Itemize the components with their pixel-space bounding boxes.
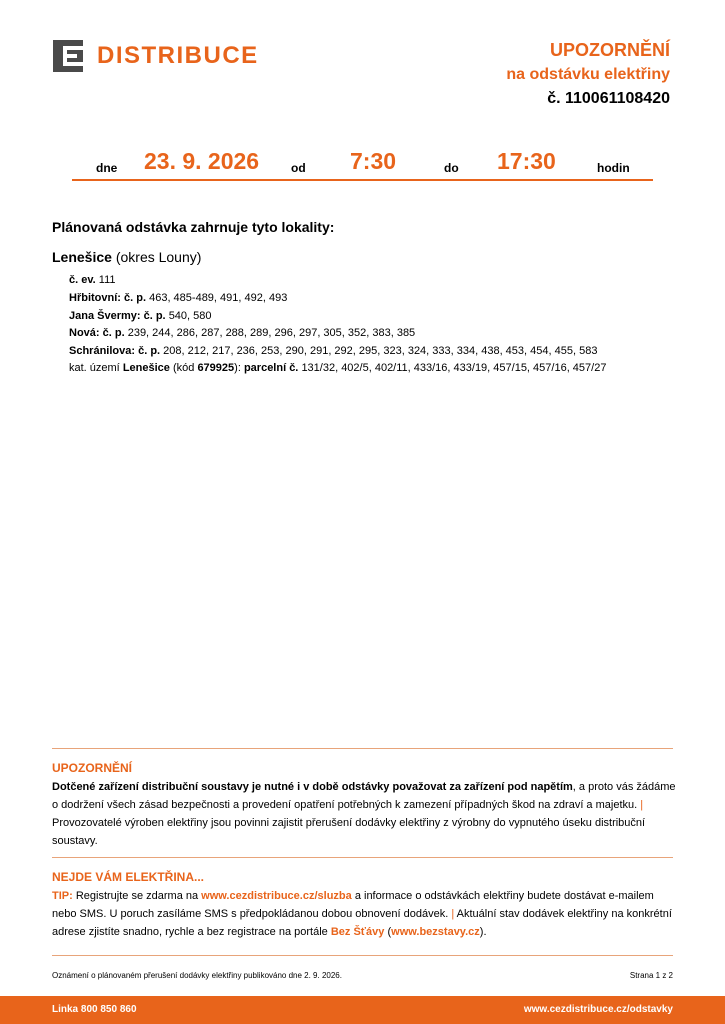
divider [52, 955, 673, 956]
outage-datebar [72, 145, 653, 181]
locality-district: (okres Louny) [115, 249, 202, 265]
footer-bar [0, 996, 725, 1024]
street-row: Schránilova: č. p. 208, 212, 217, 236, 253, 290, 291, 292, 295, 323, 324, 333, 334, 438, 453, 454, 455, 583 [69, 345, 598, 358]
outage-date: 23. 9. 2026 [144, 148, 260, 174]
outage-end-time: 17:30 [497, 148, 556, 174]
locality-name: Lenešice [52, 249, 112, 265]
no-power-text: TIP: Registrujte se zdarma na www.cezdistribuce.cz/sluzba a informace o odstávkách elektřiny budete dostávat e-mailem nebo SMS. U poruch zasíláme SMS s předpokládanou dobou obnovení dodávek. | Aktuální stav dodávek elektřiny na konkrétní adrese zjistíte snadno, rychle a bez registrace na portále Bez Šťávy (www.bezstavy.cz). [52, 890, 672, 938]
divider [52, 857, 673, 858]
do-label: do [444, 161, 459, 175]
notice-number: č. 110061108420 [547, 90, 670, 107]
brand-name: DISTRIBUCE [97, 42, 259, 69]
street-row: Nová: č. p. 239, 244, 286, 287, 288, 289, 296, 297, 305, 352, 383, 385 [69, 327, 416, 340]
hotline: Linka 800 850 860 [52, 1004, 137, 1015]
header-subtitle: na odstávku elektřiny [506, 66, 670, 83]
warning-text: Dotčené zařízení distribuční soustavy je nutné i v době odstávky považovat za zařízení pod napětím, a proto vás žádáme o dodržení všech zásad bezpečnosti a provedení opatření potřebných k zamezení případných škod na zdraví a majetku. | Provozovatelé výroben elektřiny jsou povinni zajistit přerušení dodávky elektřiny z výrobny do vypnutého úseku distribuční soustavy. [52, 781, 676, 847]
no-power-title: NEJDE VÁM ELEKTŘINA... [52, 870, 205, 884]
street-row: Jana Švermy: č. p. 540, 580 [69, 309, 212, 322]
street-list [69, 272, 597, 361]
page-number: Strana 1 z 2 [629, 971, 673, 980]
street-row: č. ev. 111 [69, 274, 116, 286]
cez-logo-icon [53, 40, 83, 72]
registration-link[interactable]: www.cezdistribuce.cz/sluzba [201, 890, 352, 902]
od-label: od [291, 161, 306, 175]
divider [52, 748, 673, 749]
header [506, 38, 670, 111]
hodin-label: hodin [597, 161, 630, 175]
footer-link[interactable]: www.cezdistribuce.cz/odstavky [523, 1004, 673, 1015]
publication-notice: Oznámení o plánovaném přerušení dodávky elektřiny publikováno dne 2. 9. 2026. [52, 971, 342, 980]
street-row: Hřbitovní: č. p. 463, 485-489, 491, 492, 493 [69, 291, 288, 304]
localities-intro: Plánovaná odstávka zahrnuje tyto lokality: [52, 219, 335, 235]
header-title: UPOZORNĚNÍ [549, 40, 670, 60]
warning-title: UPOZORNĚNÍ [52, 761, 133, 775]
cadastral-parcels: kat. území Lenešice (kód 679925): parcelní č. 131/32, 402/5, 402/11, 433/16, 433/19, 457/15, 457/16, 457/27 [69, 362, 607, 374]
bezstavy-link[interactable]: www.bezstavy.cz [391, 926, 480, 938]
dne-label: dne [96, 161, 118, 175]
brand-logo [53, 40, 259, 72]
locality-heading [52, 249, 201, 265]
outage-start-time: 7:30 [350, 148, 397, 174]
